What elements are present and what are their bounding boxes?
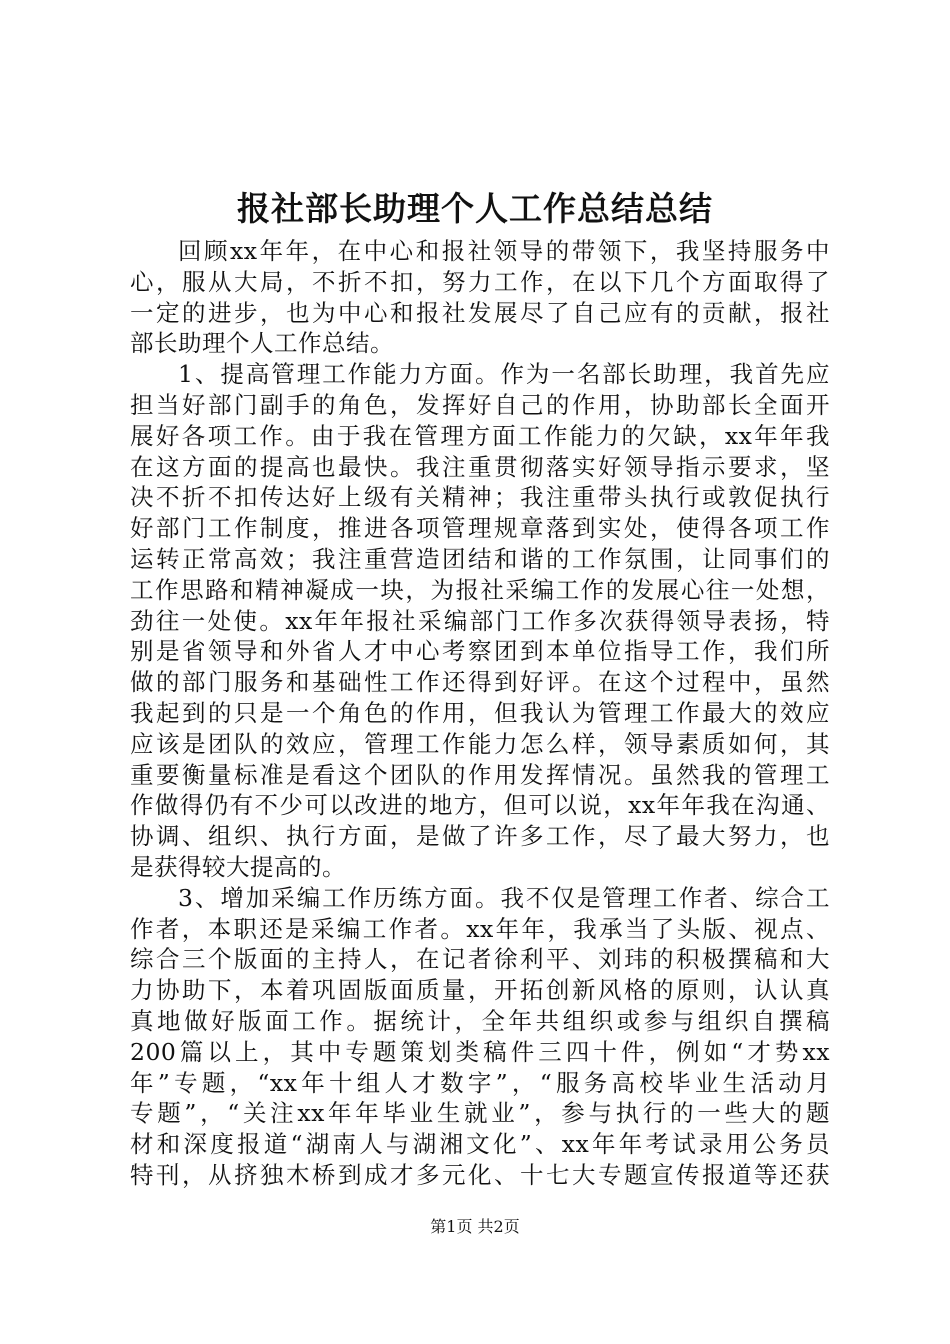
text-line: 决不折不扣传达好上级有关精神；我注重带头执行或敦促执行 [130, 483, 830, 512]
text-line: 专题”，“关注xx年年毕业生就业”，参与执行的一些大的题 [130, 1099, 830, 1128]
text-line: 材和深度报道“湖南人与湖湘文化”、xx年年考试录用公务员 [130, 1130, 830, 1159]
text-line: 1、提高管理工作能力方面。作为一名部长助理，我首先应 [178, 360, 830, 389]
text-line: 劲往一处使。xx年年报社采编部门工作多次获得领导表扬，特 [130, 606, 830, 635]
text-line: 综合三个版面的主持人，在记者徐利平、刘玮的积极撰稿和大 [130, 945, 830, 974]
text-line: 运转正常高效；我注重营造团结和谐的工作氛围，让同事们的 [130, 544, 830, 573]
text-line: 担当好部门副手的角色，发挥好自己的作用，协助部长全面开 [130, 390, 830, 419]
text-line: 年”专题，“xx年十组人才数字”，“服务高校毕业生活动月 [130, 1068, 830, 1097]
document-title: 报社部长助理个人工作总结总结 [237, 189, 713, 228]
text-line: 展好各项工作。由于我在管理方面工作能力的欠缺，xx年年我 [130, 421, 830, 450]
text-line: 3、增加采编工作历练方面。我不仅是管理工作者、综合工 [178, 883, 830, 912]
text-line: 作做得仍有不少可以改进的地方，但可以说，xx年年我在沟通、 [130, 791, 830, 820]
document-body [130, 236, 830, 1191]
text-line: 心，服从大局，不折不扣，努力工作，在以下几个方面取得了 [130, 267, 830, 296]
text-line: 我起到的只是一个角色的作用，但我认为管理工作最大的效应 [130, 698, 830, 727]
text-line: 回顾xx年年，在中心和报社领导的带领下，我坚持服务中 [178, 237, 830, 265]
text-line: 200篇以上，其中专题策划类稿件三四十件，例如“才势xx [130, 1037, 830, 1066]
page-number-footer: 第1页 共2页 [430, 1217, 520, 1236]
text-line: 协调、组织、执行方面，是做了许多工作，尽了最大努力，也 [130, 822, 830, 851]
text-line: 一定的进步，也为中心和报社发展尽了自己应有的贡献，报社 [130, 298, 830, 327]
text-line: 重要衡量标准是看这个团队的作用发挥情况。虽然我的管理工 [130, 760, 830, 789]
text-line: 力协助下，本着巩固版面质量，开拓创新风格的原则，认认真 [130, 976, 830, 1005]
text-line: 真地做好版面工作。据统计，全年共组织或参与组织自撰稿 [130, 1006, 830, 1035]
text-line: 应该是团队的效应，管理工作能力怎么样，领导素质如何，其 [130, 729, 830, 758]
text-line: 特刊，从挤独木桥到成才多元化、十七大专题宣传报道等还获 [130, 1160, 830, 1189]
text-line: 部长助理个人工作总结。 [130, 329, 394, 358]
text-line: 在这方面的提高也最快。我注重贯彻落实好领导指示要求，坚 [130, 452, 830, 481]
text-line: 好部门工作制度，推进各项管理规章落到实处，使得各项工作 [130, 514, 830, 543]
text-line: 做的部门服务和基础性工作还得到好评。在这个过程中，虽然 [130, 668, 830, 697]
text-line: 作者，本职还是采编工作者。xx年年，我承当了头版、视点、 [130, 914, 830, 943]
text-line: 是获得较大提高的。 [130, 852, 346, 881]
text-line: 别是省领导和外省人才中心考察团到本单位指导工作，我们所 [130, 637, 830, 666]
text-line: 工作思路和精神凝成一块，为报社采编工作的发展心往一处想， [130, 575, 830, 604]
